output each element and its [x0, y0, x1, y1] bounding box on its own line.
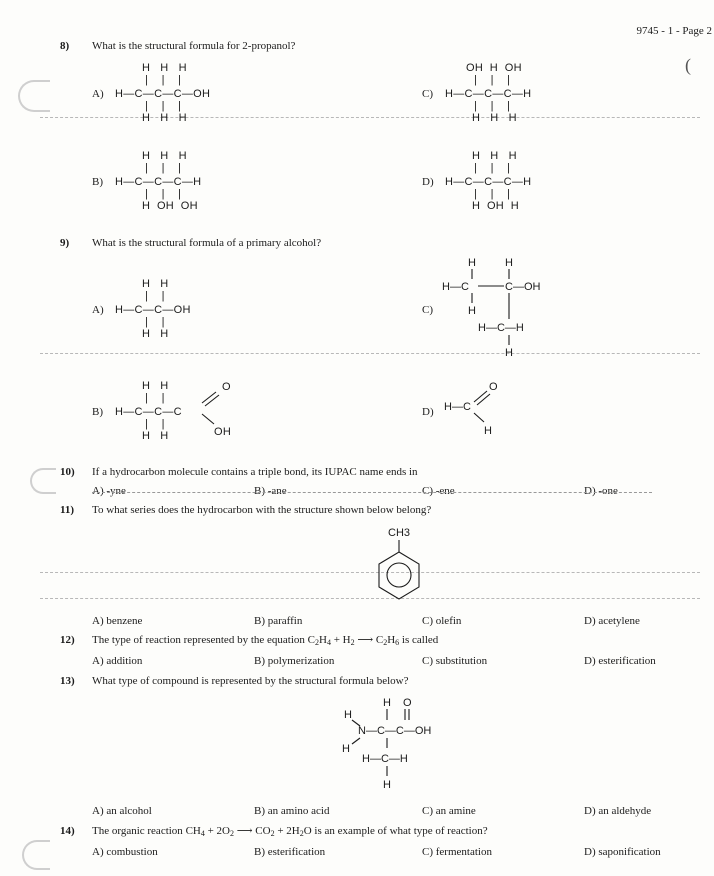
faint-line — [92, 492, 652, 493]
q12-option-c[interactable]: C) substitution — [422, 655, 488, 667]
scan-margin-mark — [22, 840, 50, 870]
hydroxyl-group: OH — [214, 426, 232, 438]
double-bond — [202, 392, 216, 403]
atom: N—C—C—OH — [358, 725, 432, 737]
question-11-text: To what series does the hydrocarbon with the structure shown below belong? — [92, 504, 432, 516]
formula-row: | | | — [474, 188, 511, 200]
formula-row: H—C—C—C—H — [445, 176, 532, 188]
formula-row: H—C—C—C—H — [445, 88, 532, 100]
question-10-number: 10) — [60, 466, 75, 478]
formula-row: | | | — [145, 100, 182, 112]
reaction-equation: $C_2H_4 + H_2$ ⟶ $C_2H_6$ — [307, 634, 400, 647]
page-reference: 9745 - 1 - Page 2 — [636, 25, 712, 37]
atom: O — [403, 697, 412, 709]
atom: —OH — [513, 281, 541, 293]
scan-margin-mark — [30, 468, 56, 494]
q14-option-b[interactable]: B) esterification — [254, 846, 326, 858]
toluene-structure — [366, 524, 436, 610]
atom: C — [505, 281, 513, 293]
question-8-text: What is the structural formula for 2-propanol? — [92, 40, 296, 52]
q14-option-a[interactable]: A) combustion — [92, 846, 158, 858]
option-label: A) — [92, 304, 104, 316]
atom: H—C—H — [478, 322, 524, 334]
option-label: B) — [92, 406, 103, 418]
atom: H—C — [442, 281, 469, 293]
q12-option-b[interactable]: B) polymerization — [254, 655, 335, 667]
question-8-number: 8) — [60, 40, 70, 52]
q14-option-d[interactable]: D) saponification — [584, 846, 661, 858]
formula-row: | | — [145, 392, 165, 404]
formula-row: H—C—C—C—H — [115, 176, 202, 188]
question-9-text: What is the structural formula of a primary alcohol? — [92, 237, 322, 249]
q14-option-c[interactable]: C) fermentation — [422, 846, 492, 858]
faint-line — [40, 353, 700, 354]
formula-row: | | | — [474, 100, 511, 112]
atom: O — [489, 381, 498, 393]
question-9-number: 9) — [60, 237, 70, 249]
methyl-group: CH3 — [388, 527, 411, 539]
formula-row: H H H — [472, 112, 517, 124]
formula-row: | | — [145, 316, 165, 328]
atom: H — [342, 743, 350, 755]
formula-row: H H H — [142, 150, 187, 162]
formula-row: | | | — [474, 74, 511, 86]
question-13-text: What type of compound is represented by the structural formula below? — [92, 675, 409, 687]
question-12-number: 12) — [60, 634, 75, 646]
formula-row: H—C—C—OH — [115, 304, 191, 316]
q11-option-c[interactable]: C) olefin — [422, 615, 462, 627]
q13-option-c[interactable]: C) an amine — [422, 805, 476, 817]
formula-row: H H — [142, 380, 169, 392]
formula-row: | | | — [145, 74, 182, 86]
binder-hole-mark: ( — [685, 55, 691, 75]
atom: H — [468, 257, 476, 269]
atom: H — [505, 257, 513, 269]
q11-option-b[interactable]: B) paraffin — [254, 615, 303, 627]
scan-margin-mark — [18, 80, 50, 112]
question-11-number: 11) — [60, 504, 75, 516]
q10-option-a[interactable]: A) -yne — [92, 485, 126, 497]
atom: H — [484, 425, 492, 437]
q10-option-d[interactable]: D) -one — [584, 485, 618, 497]
q9d-structure — [444, 378, 504, 440]
amino-acid-structure — [330, 694, 460, 800]
formula-row: H OH H — [472, 200, 520, 212]
option-label: D) — [422, 406, 434, 418]
atom: H — [383, 779, 391, 791]
faint-line — [40, 117, 700, 118]
q9c-structure — [440, 255, 570, 365]
atom: H — [505, 347, 513, 359]
formula-row: H OH OH — [142, 200, 198, 212]
q10-option-b[interactable]: B) -ane — [254, 485, 287, 497]
atom: H — [468, 305, 476, 317]
formula-row: H—C—C—C—OH — [115, 88, 211, 100]
q10-option-c[interactable]: C) -ene — [422, 485, 455, 497]
formula-row: OH H OH — [466, 62, 522, 74]
q13-option-b[interactable]: B) an amino acid — [254, 805, 330, 817]
formula-row: | | — [145, 418, 165, 430]
formula-row: H—C—C—C — [115, 406, 182, 418]
benzene-ring — [379, 552, 419, 599]
option-label: C) — [422, 88, 433, 100]
option-label: D) — [422, 176, 434, 188]
option-label: A) — [92, 88, 104, 100]
bond — [202, 414, 214, 424]
question-14-text: The organic reaction $CH_4 + 2O_2$ ⟶ $CO_2 + 2H_2O$ is an example of what type of reaction? — [92, 825, 488, 838]
question-12-text: The type of reaction represented by the equation $C_2H_4 + H_2$ ⟶ $C_2H_6$ is called — [92, 634, 439, 647]
q13-option-a[interactable]: A) an alcohol — [92, 805, 152, 817]
formula-row: | | — [145, 290, 165, 302]
question-13-number: 13) — [60, 675, 75, 687]
question-10-text: If a hydrocarbon molecule contains a triple bond, its IUPAC name ends in — [92, 466, 418, 478]
bond — [352, 738, 360, 744]
atom: H—C—H — [362, 753, 408, 765]
formula-row: H H — [142, 328, 169, 340]
aromatic-circle — [387, 563, 411, 587]
reaction-equation: $CH_4 + 2O_2$ ⟶ $CO_2 + 2H_2O$ — [185, 825, 312, 838]
formula-row: H H H — [472, 150, 517, 162]
option-label: C) — [422, 304, 433, 316]
formula-row: H H H — [142, 112, 187, 124]
double-bond — [474, 391, 487, 402]
question-14-number: 14) — [60, 825, 75, 837]
q13-option-d[interactable]: D) an aldehyde — [584, 805, 652, 817]
q11-option-a[interactable]: A) benzene — [92, 615, 143, 627]
atom: H — [344, 709, 352, 721]
option-label: B) — [92, 176, 103, 188]
q12-option-d[interactable]: D) esterification — [584, 655, 656, 667]
formula-row: | | | — [474, 162, 511, 174]
bond — [474, 413, 484, 422]
formula-row: H H — [142, 278, 169, 290]
double-bond — [477, 394, 490, 405]
q12-option-a[interactable]: A) addition — [92, 655, 143, 667]
atom: H—C — [444, 401, 471, 413]
q11-option-d[interactable]: D) acetylene — [584, 615, 640, 627]
oxygen-atom: O — [222, 381, 231, 393]
formula-row: | | | — [145, 188, 182, 200]
formula-row: | | | — [145, 162, 182, 174]
atom: H — [383, 697, 391, 709]
formula-row: H H — [142, 430, 169, 442]
double-bond — [205, 395, 219, 406]
formula-row: H H H — [142, 62, 187, 74]
